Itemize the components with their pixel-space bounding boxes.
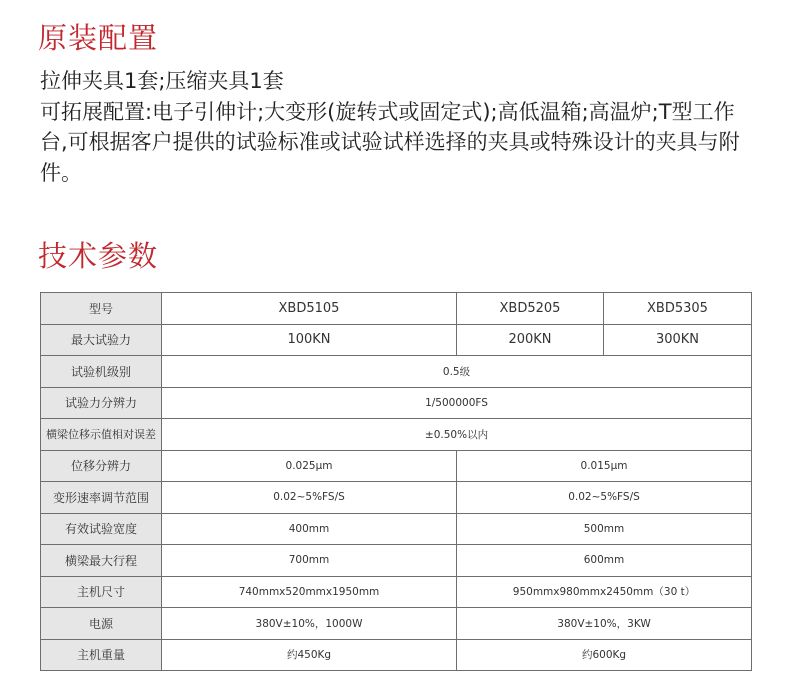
row-label: 横梁位移示值相对误差 bbox=[41, 419, 162, 451]
value-cell: 740mmx520mmx1950mm bbox=[162, 576, 457, 608]
value-cell: 0.02~5%FS/S bbox=[162, 482, 457, 514]
value-cell: 400mm bbox=[162, 513, 457, 545]
value-cell: 380V±10%，1000W bbox=[162, 608, 457, 640]
config-paragraph bbox=[40, 66, 760, 188]
table-row bbox=[41, 545, 752, 577]
value-cell: 700mm bbox=[162, 545, 457, 577]
table-row bbox=[41, 356, 752, 388]
row-label: 位移分辨力 bbox=[41, 450, 162, 482]
model-cell: XBD5205 bbox=[457, 293, 604, 325]
table-row bbox=[41, 324, 752, 356]
section-title-original-config: 原装配置 bbox=[38, 21, 159, 55]
standard-fixtures-line: 拉伸夹具1套;压缩夹具1套 bbox=[40, 69, 284, 93]
value-cell: 0.015μm bbox=[457, 450, 752, 482]
value-cell: ±0.50%以内 bbox=[162, 419, 752, 451]
row-label: 主机尺寸 bbox=[41, 576, 162, 608]
table-row bbox=[41, 293, 752, 325]
value-cell: 380V±10%，3KW bbox=[457, 608, 752, 640]
value-cell: 100KN bbox=[162, 324, 457, 356]
row-label: 试验力分辨力 bbox=[41, 387, 162, 419]
row-label: 电源 bbox=[41, 608, 162, 640]
value-cell: 1/500000FS bbox=[162, 387, 752, 419]
table-row bbox=[41, 419, 752, 451]
value-cell: 600mm bbox=[457, 545, 752, 577]
table-row bbox=[41, 608, 752, 640]
row-label: 有效试验宽度 bbox=[41, 513, 162, 545]
row-label: 横梁最大行程 bbox=[41, 545, 162, 577]
row-label: 型号 bbox=[41, 293, 162, 325]
value-cell: 950mmx980mmx2450mm（30 t） bbox=[457, 576, 752, 608]
section-title-tech-params: 技术参数 bbox=[38, 239, 159, 273]
table-row bbox=[41, 639, 752, 671]
value-cell: 约600Kg bbox=[457, 639, 752, 671]
value-cell: 300KN bbox=[604, 324, 752, 356]
row-label: 主机重量 bbox=[41, 639, 162, 671]
row-label: 最大试验力 bbox=[41, 324, 162, 356]
table-row bbox=[41, 482, 752, 514]
table-row bbox=[41, 450, 752, 482]
value-cell: 0.5级 bbox=[162, 356, 752, 388]
row-label: 试验机级别 bbox=[41, 356, 162, 388]
table-row bbox=[41, 513, 752, 545]
value-cell: 500mm bbox=[457, 513, 752, 545]
table-row bbox=[41, 576, 752, 608]
value-cell: 200KN bbox=[457, 324, 604, 356]
row-label: 变形速率调节范围 bbox=[41, 482, 162, 514]
value-cell: 约450Kg bbox=[162, 639, 457, 671]
value-cell: 0.025μm bbox=[162, 450, 457, 482]
value-cell: 0.02~5%FS/S bbox=[457, 482, 752, 514]
model-cell: XBD5105 bbox=[162, 293, 457, 325]
spec-table bbox=[40, 292, 752, 671]
optional-config-line: 可拓展配置:电子引伸计;大变形(旋转式或固定式);高低温箱;高温炉;T型工作台,可根据客户提供的试验标准或试验试样选择的夹具或特殊设计的夹具与附件。 bbox=[40, 99, 740, 185]
model-cell: XBD5305 bbox=[604, 293, 752, 325]
table-row bbox=[41, 387, 752, 419]
